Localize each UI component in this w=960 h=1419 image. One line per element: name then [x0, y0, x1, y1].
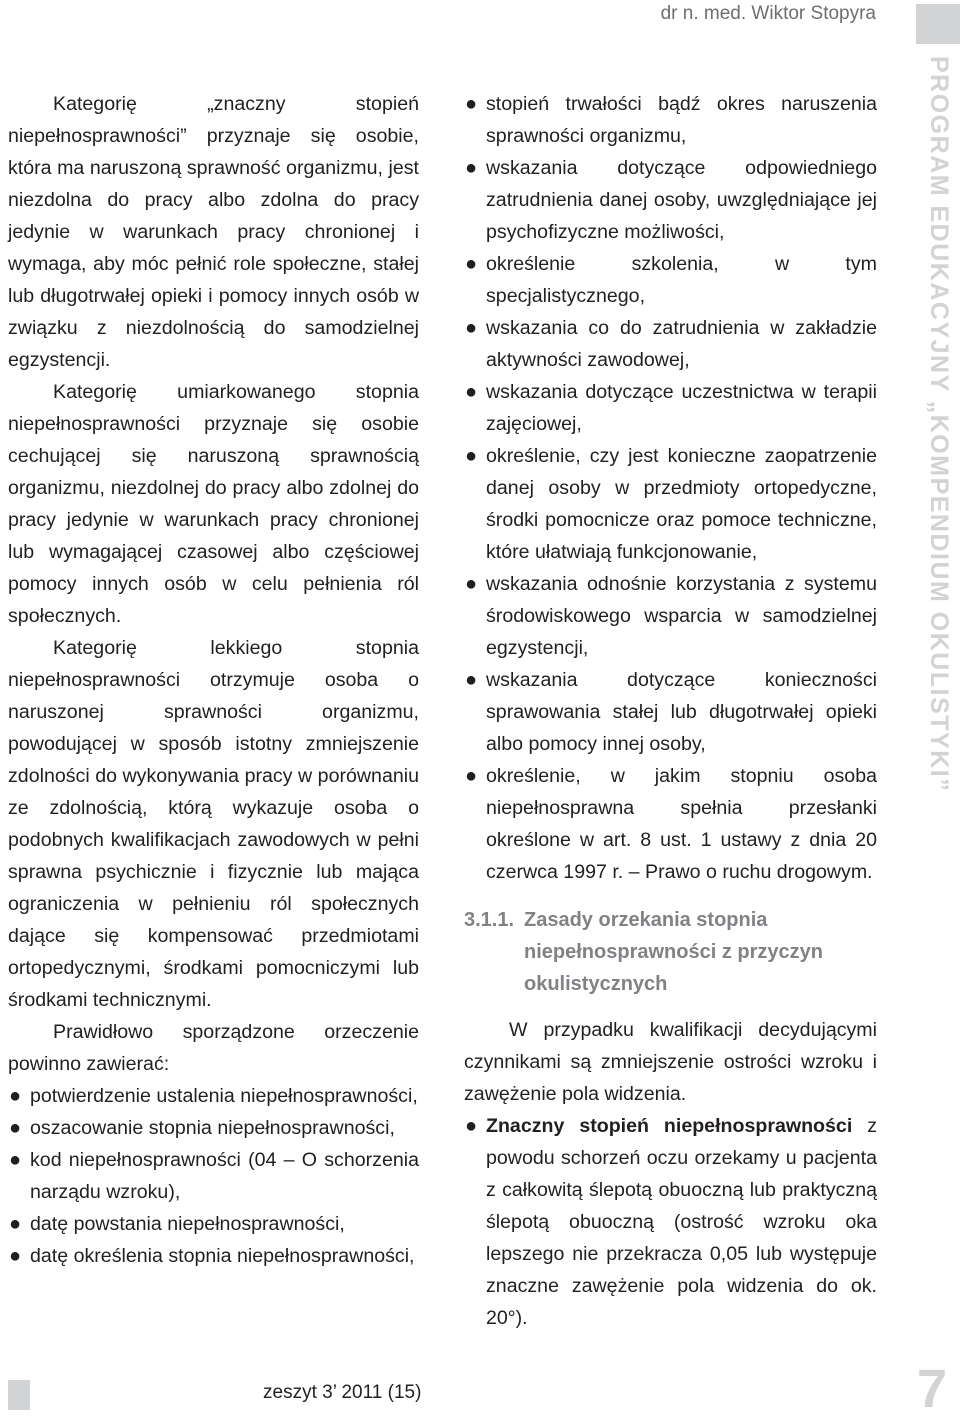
bullet-list: [464, 1110, 877, 1334]
list-item: [464, 1110, 877, 1334]
list-item: ● określenie, w jakim stopniu osoba niepełnosprawna spełnia przesłanki określone w art. 8 ust. 1 ustawy z dnia 20 czerwca 1997 r. – Prawo o ruchu drogowym.: [464, 760, 877, 888]
bullet-list: [8, 1080, 419, 1272]
bullet-icon: ●: [464, 157, 478, 179]
section-heading: [464, 904, 877, 1000]
paragraph: Kategorię „znaczny stopień niepełnosprawności” przyznaje się osobie, która ma naruszoną sprawność organizmu, jest niezdolna do pracy albo zdolna do pracy jedynie w warunkach pracy chronionej i wymaga, aby móc pełnić role społeczne, stałej lub długotrwałej opieki i pomocy innych osób w związku z niezdolnością do samodzielnej egzystencji.: [8, 93, 419, 371]
footer-decoration: [8, 1380, 30, 1410]
page-number: 7: [917, 1359, 948, 1419]
series-side-label: PROGRAM EDUKACYJNY „KOMPENDIUM OKULISTYKI”: [925, 56, 953, 793]
section-number: 3.1.1.: [464, 909, 515, 931]
bullet-icon: ●: [464, 765, 478, 787]
list-item: ● wskazania co do zatrudnienia w zakładzie aktywności zawodowej,: [464, 312, 877, 376]
bullet-icon: ●: [464, 1115, 478, 1137]
list-item: ● wskazania dotyczące uczestnictwa w terapii zajęciowej,: [464, 376, 877, 440]
left-column: [8, 88, 419, 1272]
list-item: ● wskazania dotyczące odpowiedniego zatrudnienia danej osoby, uwzględniające jej psychofizyczne możliwości,: [464, 152, 877, 248]
bullet-icon: ●: [8, 1085, 22, 1107]
bullet-list: [464, 88, 877, 888]
bullet-icon: ●: [464, 381, 478, 403]
footer-issue: zeszyt 3’ 2011 (15): [263, 1382, 422, 1403]
list-item: ● wskazania dotyczące konieczności sprawowania stałej lub długotrwałej opieki albo pomocy innej osoby,: [464, 664, 877, 760]
section-title: Zasady orzekania stopnia niepełnosprawności z przyczyn okulistycznych: [524, 909, 823, 995]
paragraph: Kategorię umiarkowanego stopnia niepełnosprawności przyznaje się osobie cechującej się naruszoną sprawnością organizmu, niezdolnej do pracy albo zdolnej do pracy jedynie w warunkach pracy chronionej lub wymagającej czasowej albo częściowej pomocy innych osób w celu pełnienia ról społecznych.: [8, 381, 419, 627]
bullet-icon: ●: [464, 317, 478, 339]
right-column: [464, 88, 877, 1334]
list-item-text: z powodu schorzeń oczu orzekamy u pacjenta z całkowitą ślepotą obuoczną lub praktyczną ślepotą obuoczną (ostrość wzroku oka lepszego nie przekracza 0,05 lub występuje znaczne zawężenie pola widzenia do ok. 20°).: [486, 1115, 878, 1329]
list-item: ● datę powstania niepełnosprawności,: [8, 1208, 419, 1240]
paragraph: W przypadku kwalifikacji decydującymi czynnikami są zmniejszenie ostrości wzroku i zawężenie pola widzenia.: [464, 1019, 877, 1105]
list-item: ● określenie szkolenia, w tym specjalistycznego,: [464, 248, 877, 312]
list-item: ● datę określenia stopnia niepełnosprawności,: [8, 1240, 419, 1272]
bullet-icon: ●: [8, 1213, 22, 1235]
list-item: ● potwierdzenie ustalenia niepełnosprawności,: [8, 1080, 419, 1112]
list-item: ● stopień trwałości bądź okres naruszenia sprawności organizmu,: [464, 88, 877, 152]
list-item: ● oszacowanie stopnia niepełnosprawności,: [8, 1112, 419, 1144]
bullet-icon: ●: [464, 445, 478, 467]
bullet-icon: ●: [464, 93, 478, 115]
bullet-icon: ●: [464, 669, 478, 691]
paragraph: Kategorię lekkiego stopnia niepełnosprawności otrzymuje osoba o naruszonej sprawności organizmu, powodującej w sposób istotny zmniejszenie zdolności do wykonywania pracy w porównaniu ze zdolnością, którą wykazuje osoba o podobnych kwalifikacjach zawodowych w pełni sprawna psychicznie i fizycznie lub mająca ograniczenia w pełnieniu ról społecznych dające się kompensować przedmiotami ortopedycznymi, środkami pomocniczymi lub środkami technicznymi.: [8, 637, 419, 1011]
header-author: dr n. med. Wiktor Stopyra: [660, 3, 876, 24]
paragraph: Prawidłowo sporządzone orzeczenie powinno zawierać:: [8, 1021, 419, 1075]
bullet-icon: ●: [464, 253, 478, 275]
corner-decoration: [916, 4, 960, 44]
bullet-icon: ●: [8, 1149, 22, 1171]
list-item: ● określenie, czy jest konieczne zaopatrzenie danej osoby w przedmioty ortopedyczne, środki pomocnicze oraz pomoce techniczne, które ułatwiają funkcjonowanie,: [464, 440, 877, 568]
bold-lead: Znaczny stopień niepełnosprawności: [486, 1115, 853, 1137]
list-item: ● wskazania odnośnie korzystania z systemu środowiskowego wsparcia w samodzielnej egzystencji,: [464, 568, 877, 664]
list-item: ● kod niepełnosprawności (04 – O schorzenia narządu wzroku),: [8, 1144, 419, 1208]
bullet-icon: ●: [464, 573, 478, 595]
bullet-icon: ●: [8, 1245, 22, 1267]
bullet-icon: ●: [8, 1117, 22, 1139]
